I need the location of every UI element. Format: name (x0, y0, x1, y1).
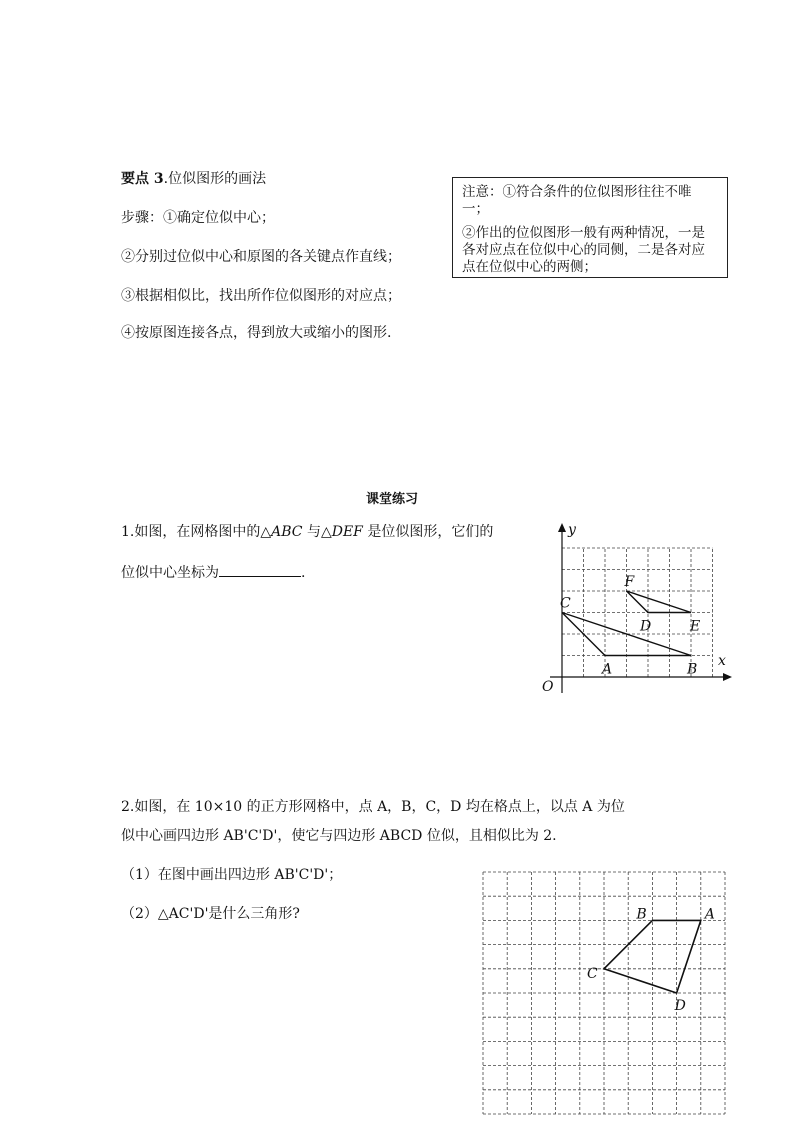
q2-sub-1: （1）在图中画出四边形 AB'C'D'； (121, 867, 343, 883)
q1-text-a: 1.如图，在网格图中的△ (121, 524, 272, 540)
x-axis-label: x (718, 653, 726, 669)
fig1-label-f: F (624, 574, 635, 590)
point3-title-rest: .位似图形的画法 (163, 171, 267, 187)
q2-line-2: 似中心画四边形 AB'C'D'，使它与四边形 ABCD 位似，且相似比为 2. (121, 828, 557, 844)
point3-step-2: ②分别过位似中心和原图的各关键点作直线； (121, 249, 401, 265)
q1-line2-text: 位似中心坐标为 (121, 565, 219, 581)
y-axis-label: y (568, 522, 576, 538)
point3-title-bold: 要点 3 (121, 171, 164, 187)
point3-step-3: ③根据相似比，找出所作位似图形的对应点； (121, 288, 401, 304)
note-box (452, 177, 728, 278)
q1-line-2 (121, 562, 305, 582)
q1-line2-end: . (301, 565, 306, 581)
fig2-label-d: D (674, 998, 686, 1014)
practice-heading: 课堂练习 (366, 492, 419, 507)
fig1-label-b: B (687, 661, 698, 678)
figure-1-coordinate-grid (530, 515, 750, 705)
point3-title (121, 168, 266, 188)
q1-answer-blank[interactable] (219, 562, 301, 577)
point3-step-1: 步骤：①确定位似中心； (121, 210, 275, 226)
note-line-2: ②作出的位似图形一般有两种情况，一是各对应点在位似中心的同侧，二是各对应点在位似中心的两侧； (462, 225, 705, 275)
figure-2-grid-lines (483, 872, 725, 1114)
fig1-label-d: D (640, 618, 652, 635)
q2-line-1: 2.如图，在 10×10 的正方形网格中，点 A，B，C，D 均在格点上，以点 A 为位 (121, 799, 625, 815)
x-axis-arrow (723, 673, 732, 681)
origin-label: O (542, 679, 554, 695)
point3-step-4: ④按原图连接各点，得到放大或缩小的图形. (121, 325, 392, 341)
q1-line-1 (121, 521, 493, 541)
q1-def: DEF (331, 524, 363, 540)
q1-text-b: 与△ (302, 524, 332, 540)
fig1-label-e: E (690, 618, 701, 635)
fig1-label-a: A (602, 661, 613, 678)
q2-sub-2: （2）△AC'D'是什么三角形? (121, 906, 300, 922)
q1-abc: ABC (271, 524, 303, 540)
q1-text-c: 是位似图形，它们的 (362, 524, 494, 540)
fig2-label-c: C (587, 965, 598, 982)
triangle-def (627, 591, 692, 613)
y-axis-arrow (558, 523, 566, 532)
note-line-1: 注意：①符合条件的位似图形往往不唯一； (462, 184, 692, 217)
fig2-label-b: B (636, 906, 647, 923)
fig1-label-c: C (560, 595, 571, 612)
fig2-label-a: A (704, 906, 715, 923)
figure-2-square-grid (482, 870, 728, 1114)
